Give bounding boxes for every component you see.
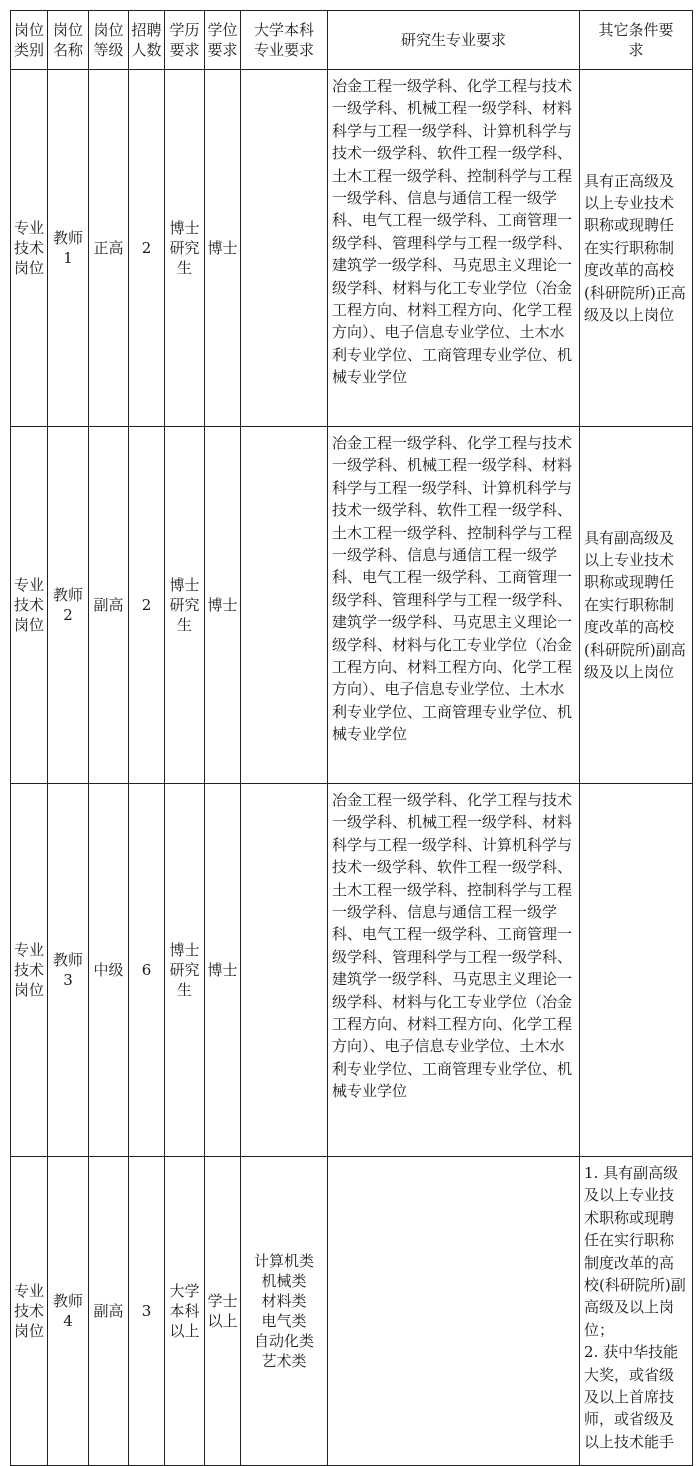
- cell-grad-major: 冶金工程一级学科、化学工程与技术一级学科、机械工程一级学科、材料科学与工程一级学科、计算机科学与技术一级学科、软件工程一级学科、土木工程一级学科、控制科学与工程一级学科、信息与通信工程一级学科、电气工程一级学科、工商管理一级学科、管理科学与工程一级学科、建筑学一级学科、马克思主义理论一级学科、材料与化工专业学位（冶金工程方向、材料工程方向、化学工程方向）、电子信息专业学位、土木水利专业学位、工商管理专业学位、机械专业学位: [328, 70, 580, 427]
- cell-education: 大学 本科 以上: [165, 1157, 205, 1466]
- cell-position-type: 专业 技术 岗位: [11, 1157, 48, 1466]
- cell-position-type: 专业 技术 岗位: [11, 70, 48, 427]
- cell-degree: 博士: [205, 427, 241, 784]
- cell-undergrad-major: [241, 784, 328, 1157]
- header-position-type: 岗位 类别: [11, 11, 48, 70]
- table-row: [11, 1157, 693, 1466]
- cell-education: 博士 研究 生: [165, 70, 205, 427]
- cell-position-name: 教师 1: [48, 70, 89, 427]
- cell-degree: 博士: [205, 784, 241, 1157]
- cell-hiring-count: 2: [129, 427, 165, 784]
- cell-position-name: 教师 4: [48, 1157, 89, 1466]
- table-row: [11, 427, 693, 784]
- cell-position-type: 专业 技术 岗位: [11, 427, 48, 784]
- header-degree-requirement: 学位 要求: [205, 11, 241, 70]
- cell-other-conditions: 具有副高级及以上专业技术职称或现聘任在实行职称制度改革的高校(科研院所)副高级及以上岗位: [580, 427, 693, 784]
- table-header-row: [11, 11, 693, 70]
- cell-other-conditions: 1. 具有副高级及以上专业技术职称或现聘任在实行职称制度改革的高校(科研院所)副高级及以上岗位； 2. 获中华技能大奖，或省级及以上首席技师，或省级及以上技术能手: [580, 1157, 693, 1466]
- cell-undergrad-major: [241, 70, 328, 427]
- table-row: [11, 70, 693, 427]
- cell-degree: 学士 以上: [205, 1157, 241, 1466]
- cell-position-grade: 副高: [89, 1157, 129, 1466]
- cell-other-conditions: 具有正高级及以上专业技术职称或现聘任在实行职称制度改革的高校(科研院所)正高级及以上岗位: [580, 70, 693, 427]
- cell-undergrad-major: 计算机类 机械类 材料类 电气类 自动化类 艺术类: [241, 1157, 328, 1466]
- table-row: [11, 784, 693, 1157]
- cell-grad-major: 冶金工程一级学科、化学工程与技术一级学科、机械工程一级学科、材料科学与工程一级学科、计算机科学与技术一级学科、软件工程一级学科、土木工程一级学科、控制科学与工程一级学科、信息与通信工程一级学科、电气工程一级学科、工商管理一级学科、管理科学与工程一级学科、建筑学一级学科、马克思主义理论一级学科、材料与化工专业学位（冶金工程方向、材料工程方向、化学工程方向）、电子信息专业学位、土木水利专业学位、工商管理专业学位、机械专业学位: [328, 427, 580, 784]
- cell-degree: 博士: [205, 70, 241, 427]
- cell-other-conditions: [580, 784, 693, 1157]
- header-other-conditions: 其它条件要 求: [580, 11, 693, 70]
- cell-hiring-count: 3: [129, 1157, 165, 1466]
- cell-undergrad-major: [241, 427, 328, 784]
- cell-grad-major: 冶金工程一级学科、化学工程与技术一级学科、机械工程一级学科、材料科学与工程一级学科、计算机科学与技术一级学科、软件工程一级学科、土木工程一级学科、控制科学与工程一级学科、信息与通信工程一级学科、电气工程一级学科、工商管理一级学科、管理科学与工程一级学科、建筑学一级学科、马克思主义理论一级学科、材料与化工专业学位（冶金工程方向、材料工程方向、化学工程方向）、电子信息专业学位、土木水利专业学位、工商管理专业学位、机械专业学位: [328, 784, 580, 1157]
- cell-hiring-count: 6: [129, 784, 165, 1157]
- cell-position-name: 教师 2: [48, 427, 89, 784]
- header-grad-major: 研究生专业要求: [328, 11, 580, 70]
- header-position-name: 岗位 名称: [48, 11, 89, 70]
- cell-position-grade: 正高: [89, 70, 129, 427]
- header-position-grade: 岗位 等级: [89, 11, 129, 70]
- cell-grad-major: [328, 1157, 580, 1466]
- cell-hiring-count: 2: [129, 70, 165, 427]
- header-education-requirement: 学历 要求: [165, 11, 205, 70]
- header-undergrad-major: 大学本科 专业要求: [241, 11, 328, 70]
- header-hiring-count: 招聘 人数: [129, 11, 165, 70]
- cell-position-grade: 中级: [89, 784, 129, 1157]
- cell-position-name: 教师 3: [48, 784, 89, 1157]
- cell-education: 博士 研究 生: [165, 784, 205, 1157]
- cell-position-type: 专业 技术 岗位: [11, 784, 48, 1157]
- cell-education: 博士 研究 生: [165, 427, 205, 784]
- recruitment-table: [10, 10, 693, 1466]
- cell-position-grade: 副高: [89, 427, 129, 784]
